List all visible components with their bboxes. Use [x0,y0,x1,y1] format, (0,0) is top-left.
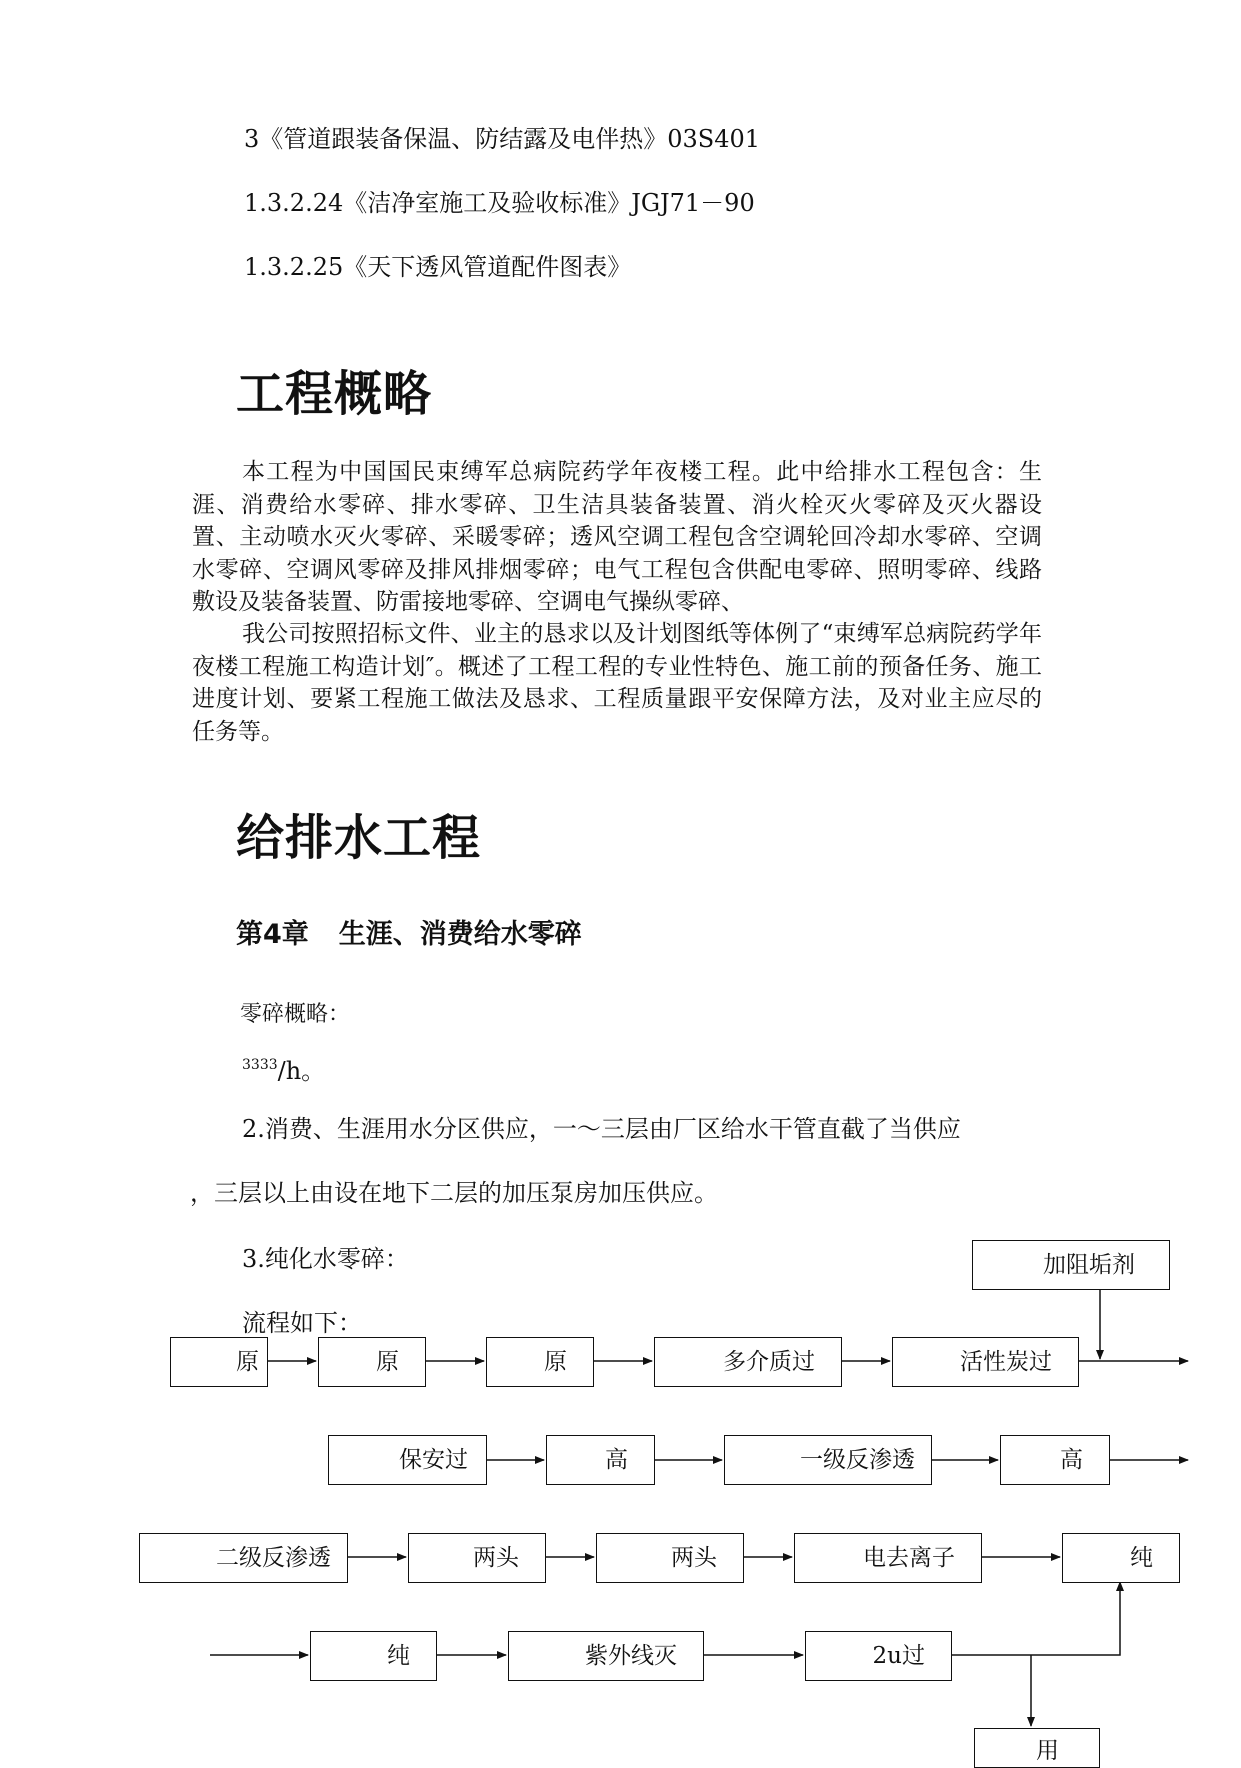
overview-paragraph: 本工程为中国国民束缚军总病院药学年夜楼工程。此中给排水工程包含：生涯、消费给水零碎、排水零碎、卫生洁具装备装置、消火栓灭火零碎及灭火器设置、主动喷水灭火零碎、采暖零碎；透风空调工程包含空调轮回冷却水零碎、空调水零碎、空调风零碎及排风排烟零碎；电气工程包含供配电零碎、照明零碎、线路敷设及装备装置、防雷接地零碎、空调电气操纵零碎、 [192,459,1042,615]
flow-box: 紫外线灭 [508,1631,704,1681]
item-2-continuation: ，三层以上由设在地下二层的加压泵房加压供应。 [190,1179,718,1207]
flow-rate-superscript: 3333 [242,1057,278,1073]
flow-box-additive: 加阻垢剂 [972,1240,1170,1290]
flow-box: 高 [546,1435,655,1485]
overview-paragraph: 我公司按照招标文件、业主的恳求以及计划图纸等体例了“束缚军总病院药学年夜楼工程施工构造计划″。概述了工程工程的专业性特色、施工前的预备任务、施工进度计划、要紧工程施工做法及恳求、工程质量跟平安保障方法，及对业主应尽的任务等。 [192,621,1042,745]
item-3-line: 3.纯化水零碎： [242,1245,409,1273]
flow-intro-label: 流程如下： [242,1309,362,1337]
flow-box: 两头 [596,1533,744,1583]
flow-box: 纯 [1062,1533,1180,1583]
flow-box: 二级反渗透 [139,1533,348,1583]
section-heading-water: 给排水工程 [236,810,482,866]
item-2-line: 2.消费、生涯用水分区供应，一～三层由厂区给水干管直截了当供应 [242,1115,961,1143]
flow-box: 多介质过 [654,1337,842,1387]
flow-box: 原 [170,1337,268,1387]
flow-box: 保安过 [328,1435,487,1485]
flow-box: 2u过 [805,1631,952,1681]
flow-box: 原 [486,1337,594,1387]
chapter-number: 第4章 [236,919,309,950]
section-heading-overview: 工程概略 [236,366,433,422]
flow-box: 高 [1000,1435,1110,1485]
flow-box: 两头 [408,1533,546,1583]
flow-box: 活性炭过 [892,1337,1079,1387]
chapter-title: 生涯、消费给水零碎 [338,919,582,950]
flow-box: 纯 [310,1631,437,1681]
reference-line: 1.3.2.25《天下透风管道配件图表》 [244,253,632,281]
system-overview-label: 零碎概略： [240,1002,351,1027]
reference-line: 3《管道跟装备保温、防结露及电伴热》03S401 [244,125,761,153]
flow-box-use: 用 [974,1728,1100,1768]
flow-box: 电去离子 [794,1533,982,1583]
flow-box: 原 [318,1337,426,1387]
flow-box: 一级反渗透 [724,1435,932,1485]
reference-line: 1.3.2.24《洁净室施工及验收标准》JGJ71－90 [244,189,755,217]
flow-arrow [952,1582,1120,1655]
flow-rate-unit: /h。 [277,1057,326,1085]
